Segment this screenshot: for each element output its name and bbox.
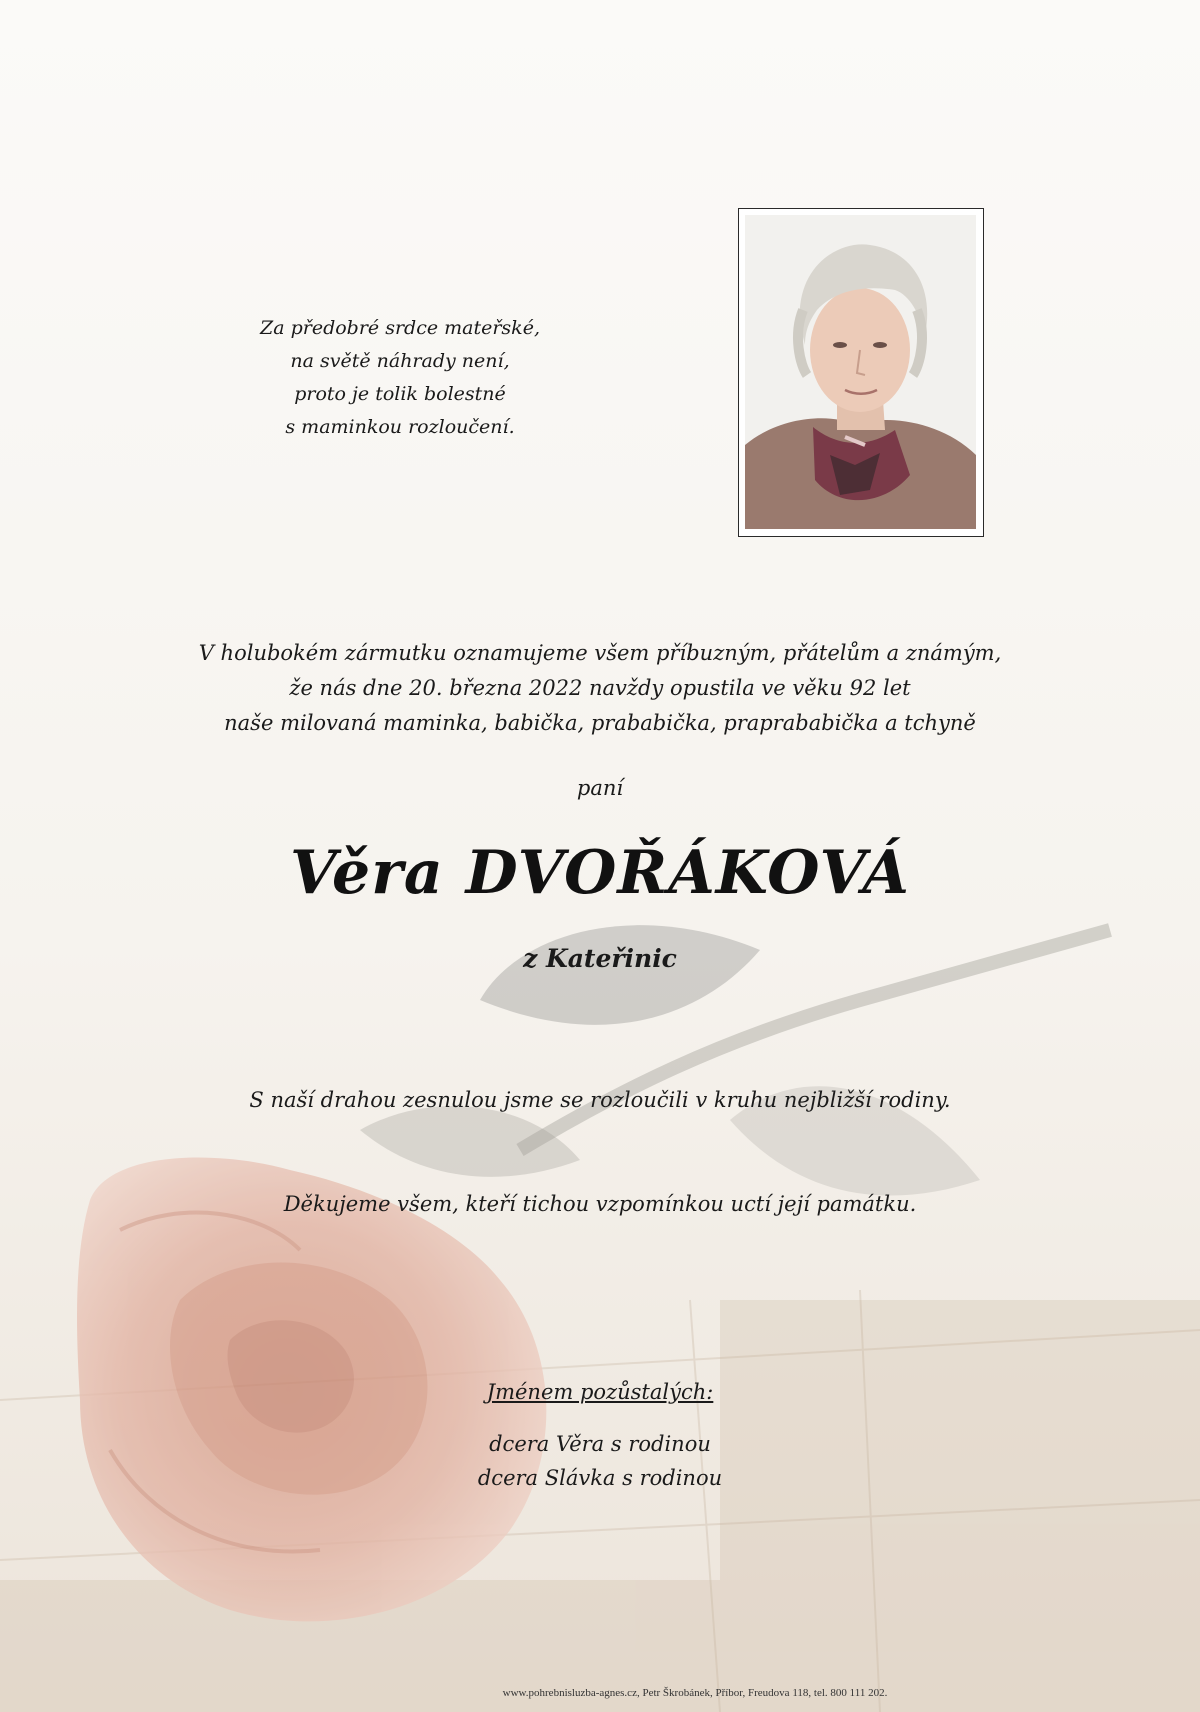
death-announcement [150,636,1050,741]
signatory: dcera Věra s rodinou [489,1432,711,1456]
honorific-prefix: paní [576,776,624,800]
signatory: dcera Slávka s rodinou [477,1466,723,1490]
portrait-photo [745,215,976,529]
thanks-text: Děkujeme všem, kteří tichou vzpomínkou uctí její památku. [283,1192,917,1216]
announcement-line: V holubokém zármutku oznamujeme všem příbuzným, přátelům a známým, [198,641,1002,665]
footer-contact: www.pohrebnisluzba-agnes.cz, Petr Škrobánek, Příbor, Freudova 118, tel. 800 111 202. [502,1687,888,1699]
poem-line: na světě náhrady není, [290,350,510,372]
portrait-frame [738,208,984,537]
announcement-line: naše milovaná maminka, babička, prababička, praprababička a tchyně [224,711,976,735]
poem-line: proto je tolik bolestné [294,383,506,405]
poem-line: Za předobré srdce mateřské, [260,317,540,339]
signature-heading: Jménem pozůstalých: [486,1380,714,1404]
elderly-woman-portrait-icon [745,215,976,529]
farewell-text: S naší drahou zesnulou jsme se rozloučili v kruhu nejbližší rodiny. [249,1088,951,1112]
deceased-origin: z Kateřinic [523,944,677,973]
deceased-name: Věra DVOŘÁKOVÁ [290,838,910,908]
memorial-poem [250,312,550,444]
announcement-line: že nás dne 20. března 2022 navždy opustila ve věku 92 let [289,676,911,700]
poem-line: s maminkou rozloučení. [285,416,515,438]
